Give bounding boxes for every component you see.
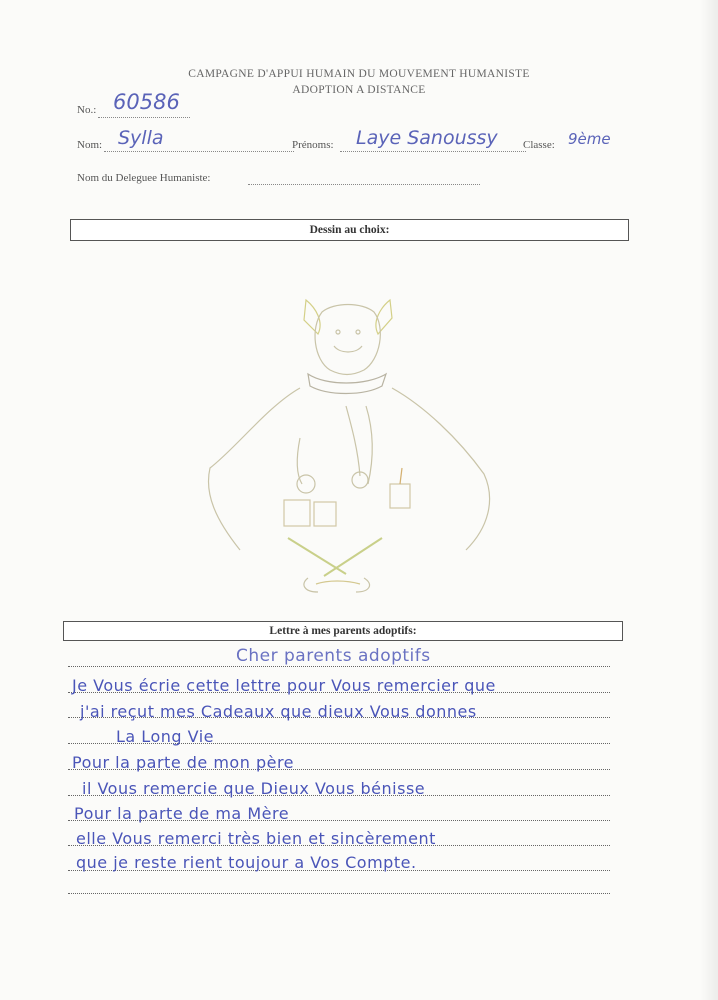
nom-value: Sylla [118, 127, 164, 149]
pencil-drawing [196, 288, 526, 618]
header-title: CAMPAGNE D'APPUI HUMAIN DU MOUVEMENT HUMANISTE [188, 68, 530, 80]
letter-greeting: Cher parents adoptifs [236, 646, 431, 666]
prenoms-value: Laye Sanoussy [356, 127, 498, 149]
letter-text-line: Je Vous écrie cette lettre pour Vous remercier que [72, 676, 496, 695]
classe-label: Classe: [523, 139, 555, 151]
letter-text-line: Pour la parte de ma Mère [74, 804, 290, 823]
letter-text-line: que je reste rient toujour a Vos Compte. [76, 853, 417, 872]
number-dotted-line [98, 117, 190, 118]
letter-line [68, 666, 610, 667]
scan-edge-shadow [700, 0, 718, 1000]
delegue-dotted-line [248, 184, 480, 185]
classe-value: 9ème [568, 130, 611, 148]
delegue-label: Nom du Deleguee Humaniste: [77, 172, 211, 184]
letter-text-line: La Long Vie [116, 727, 214, 746]
prenoms-label: Prénoms: [292, 139, 334, 151]
letter-line [68, 893, 610, 894]
letter-text-line: il Vous remercie que Dieux Vous bénisse [82, 779, 426, 798]
letter-text-line: elle Vous remerci très bien et sincèrement [76, 829, 436, 848]
header-subtitle: ADOPTION A DISTANCE [292, 84, 426, 96]
drawing-section-title: Dessin au choix: [70, 219, 629, 241]
number-label: No.: [77, 104, 97, 116]
number-value: 60586 [113, 90, 180, 114]
prenoms-dotted-line [340, 151, 526, 152]
letter-text-line: j'ai reçut mes Cadeaux que dieux Vous donnes [80, 702, 477, 721]
nom-dotted-line [104, 151, 294, 152]
letter-section-title: Lettre à mes parents adoptifs: [63, 621, 623, 641]
letter-text-line: Pour la parte de mon père [72, 753, 295, 772]
nom-label: Nom: [77, 139, 103, 151]
